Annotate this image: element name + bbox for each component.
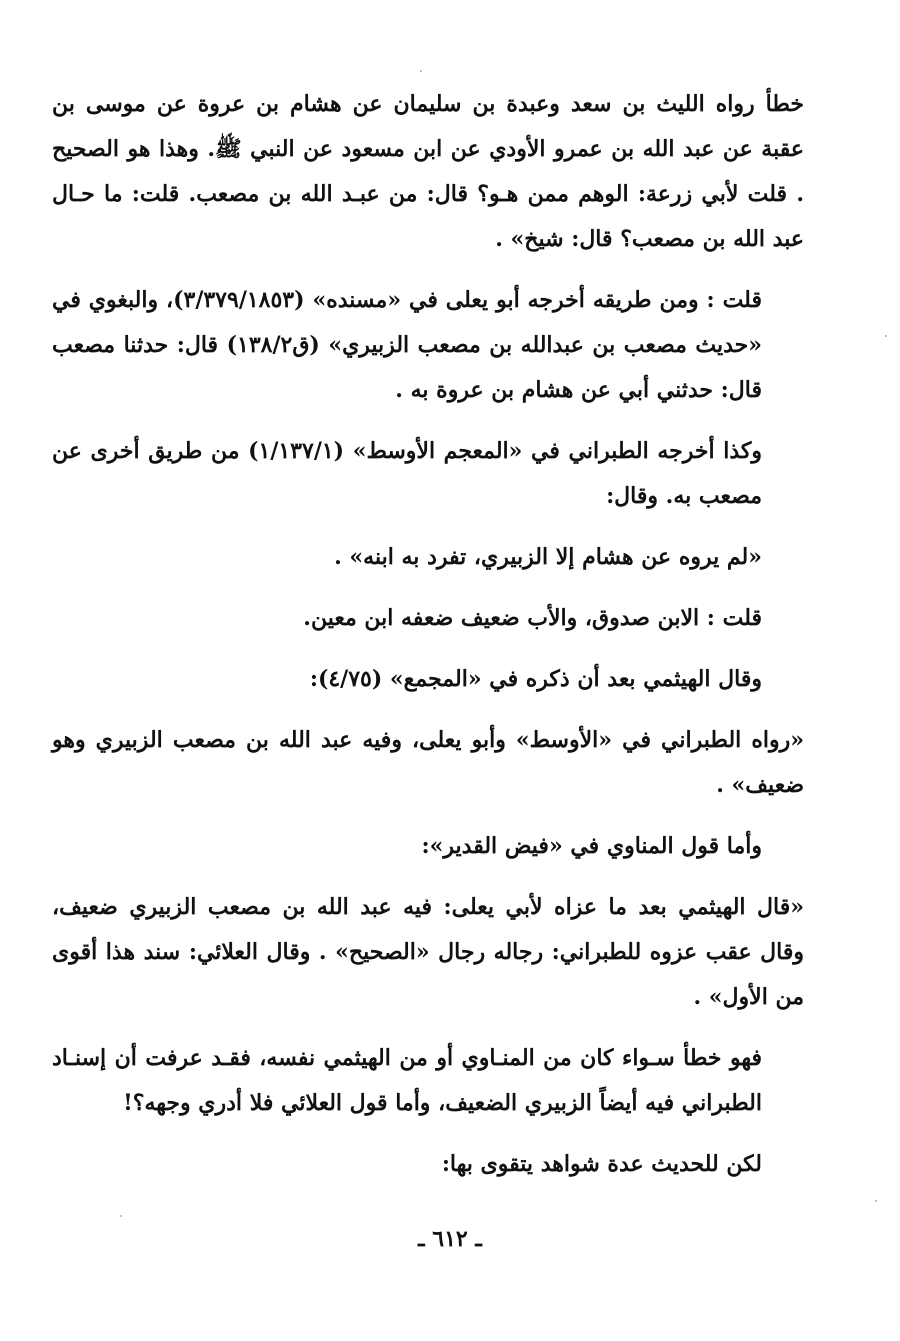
scan-speck — [120, 1215, 122, 1217]
page-body-text — [52, 82, 804, 1203]
paragraph-1: خطأ رواه الليث بن سعد وعبدة بن سليمان عن هشام بن عروة عن موسى بن عقبة عن عبد الله بن عمرو الأودي عن ابن مسعود عن النبي ﷺ. وهذا هو الصحيح . قلت لأبي زرعة: الوهم ممن هـو؟ قال: من عبـد الله بن مصعب. قلت: ما حـال عبد الله بن مصعب؟ قال: شيخ» . — [52, 91, 804, 252]
paragraph-6: وقال الهيثمي بعد أن ذكره في «المجمع» (٤/٧٥): — [309, 666, 762, 692]
paragraph-7-quote: «رواه الطبراني في «الأوسط» وأبو يعلى، وفيه عبد الله بن مصعب الزبيري وهو ضعيف» . — [52, 727, 804, 798]
scan-speck — [875, 1200, 877, 1202]
page-number: ـ ٦١٢ ـ — [418, 1226, 482, 1252]
paragraph-10: فهو خطأ سـواء كان من المنـاوي أو من الهيثمي نفسه، فقـد عرفت أن إسنـاد الطبراني فيه أيضاً الزبيري الضعيف، وأما قول العلائي فلا أدري وجهه؟! — [52, 1045, 762, 1116]
paragraph-9-quote: «قال الهيثمي بعد ما عزاه لأبي يعلى: فيه عبد الله بن مصعب الزبيري ضعيف، وقال عقب عزوه للطبراني: رجاله رجال «الصحيح» . وقال العلائي: سند هذا أقوى من الأول» . — [52, 894, 804, 1010]
paragraph-8: وأما قول المناوي في «فيض القدير»: — [421, 833, 762, 859]
scan-speck — [420, 70, 422, 72]
scan-speck — [885, 335, 887, 337]
paragraph-3: وكذا أخرجه الطبراني في «المعجم الأوسط» (١/١٣٧/١) من طريق أخرى عن مصعب به. وقال: — [52, 438, 762, 509]
paragraph-2: قلت : ومن طريقه أخرجه أبو يعلى في «مسنده» (٣/٣٧٩/١٨٥٣)، والبغوي في «حديث مصعب بن عبدالله بن مصعب الزبيري» (ق١٣٨/٢) قال: حدثنا مصعب قال: حدثني أبي عن هشام بن عروة به . — [52, 287, 762, 403]
paragraph-4-quote: «لم يروه عن هشام إلا الزبيري، تفرد به ابنه» . — [334, 544, 762, 570]
paragraph-5: قلت : الابن صدوق، والأب ضعيف ضعفه ابن معين. — [303, 605, 762, 631]
paragraph-11: لكن للحديث عدة شواهد يتقوى بها: — [441, 1151, 762, 1177]
